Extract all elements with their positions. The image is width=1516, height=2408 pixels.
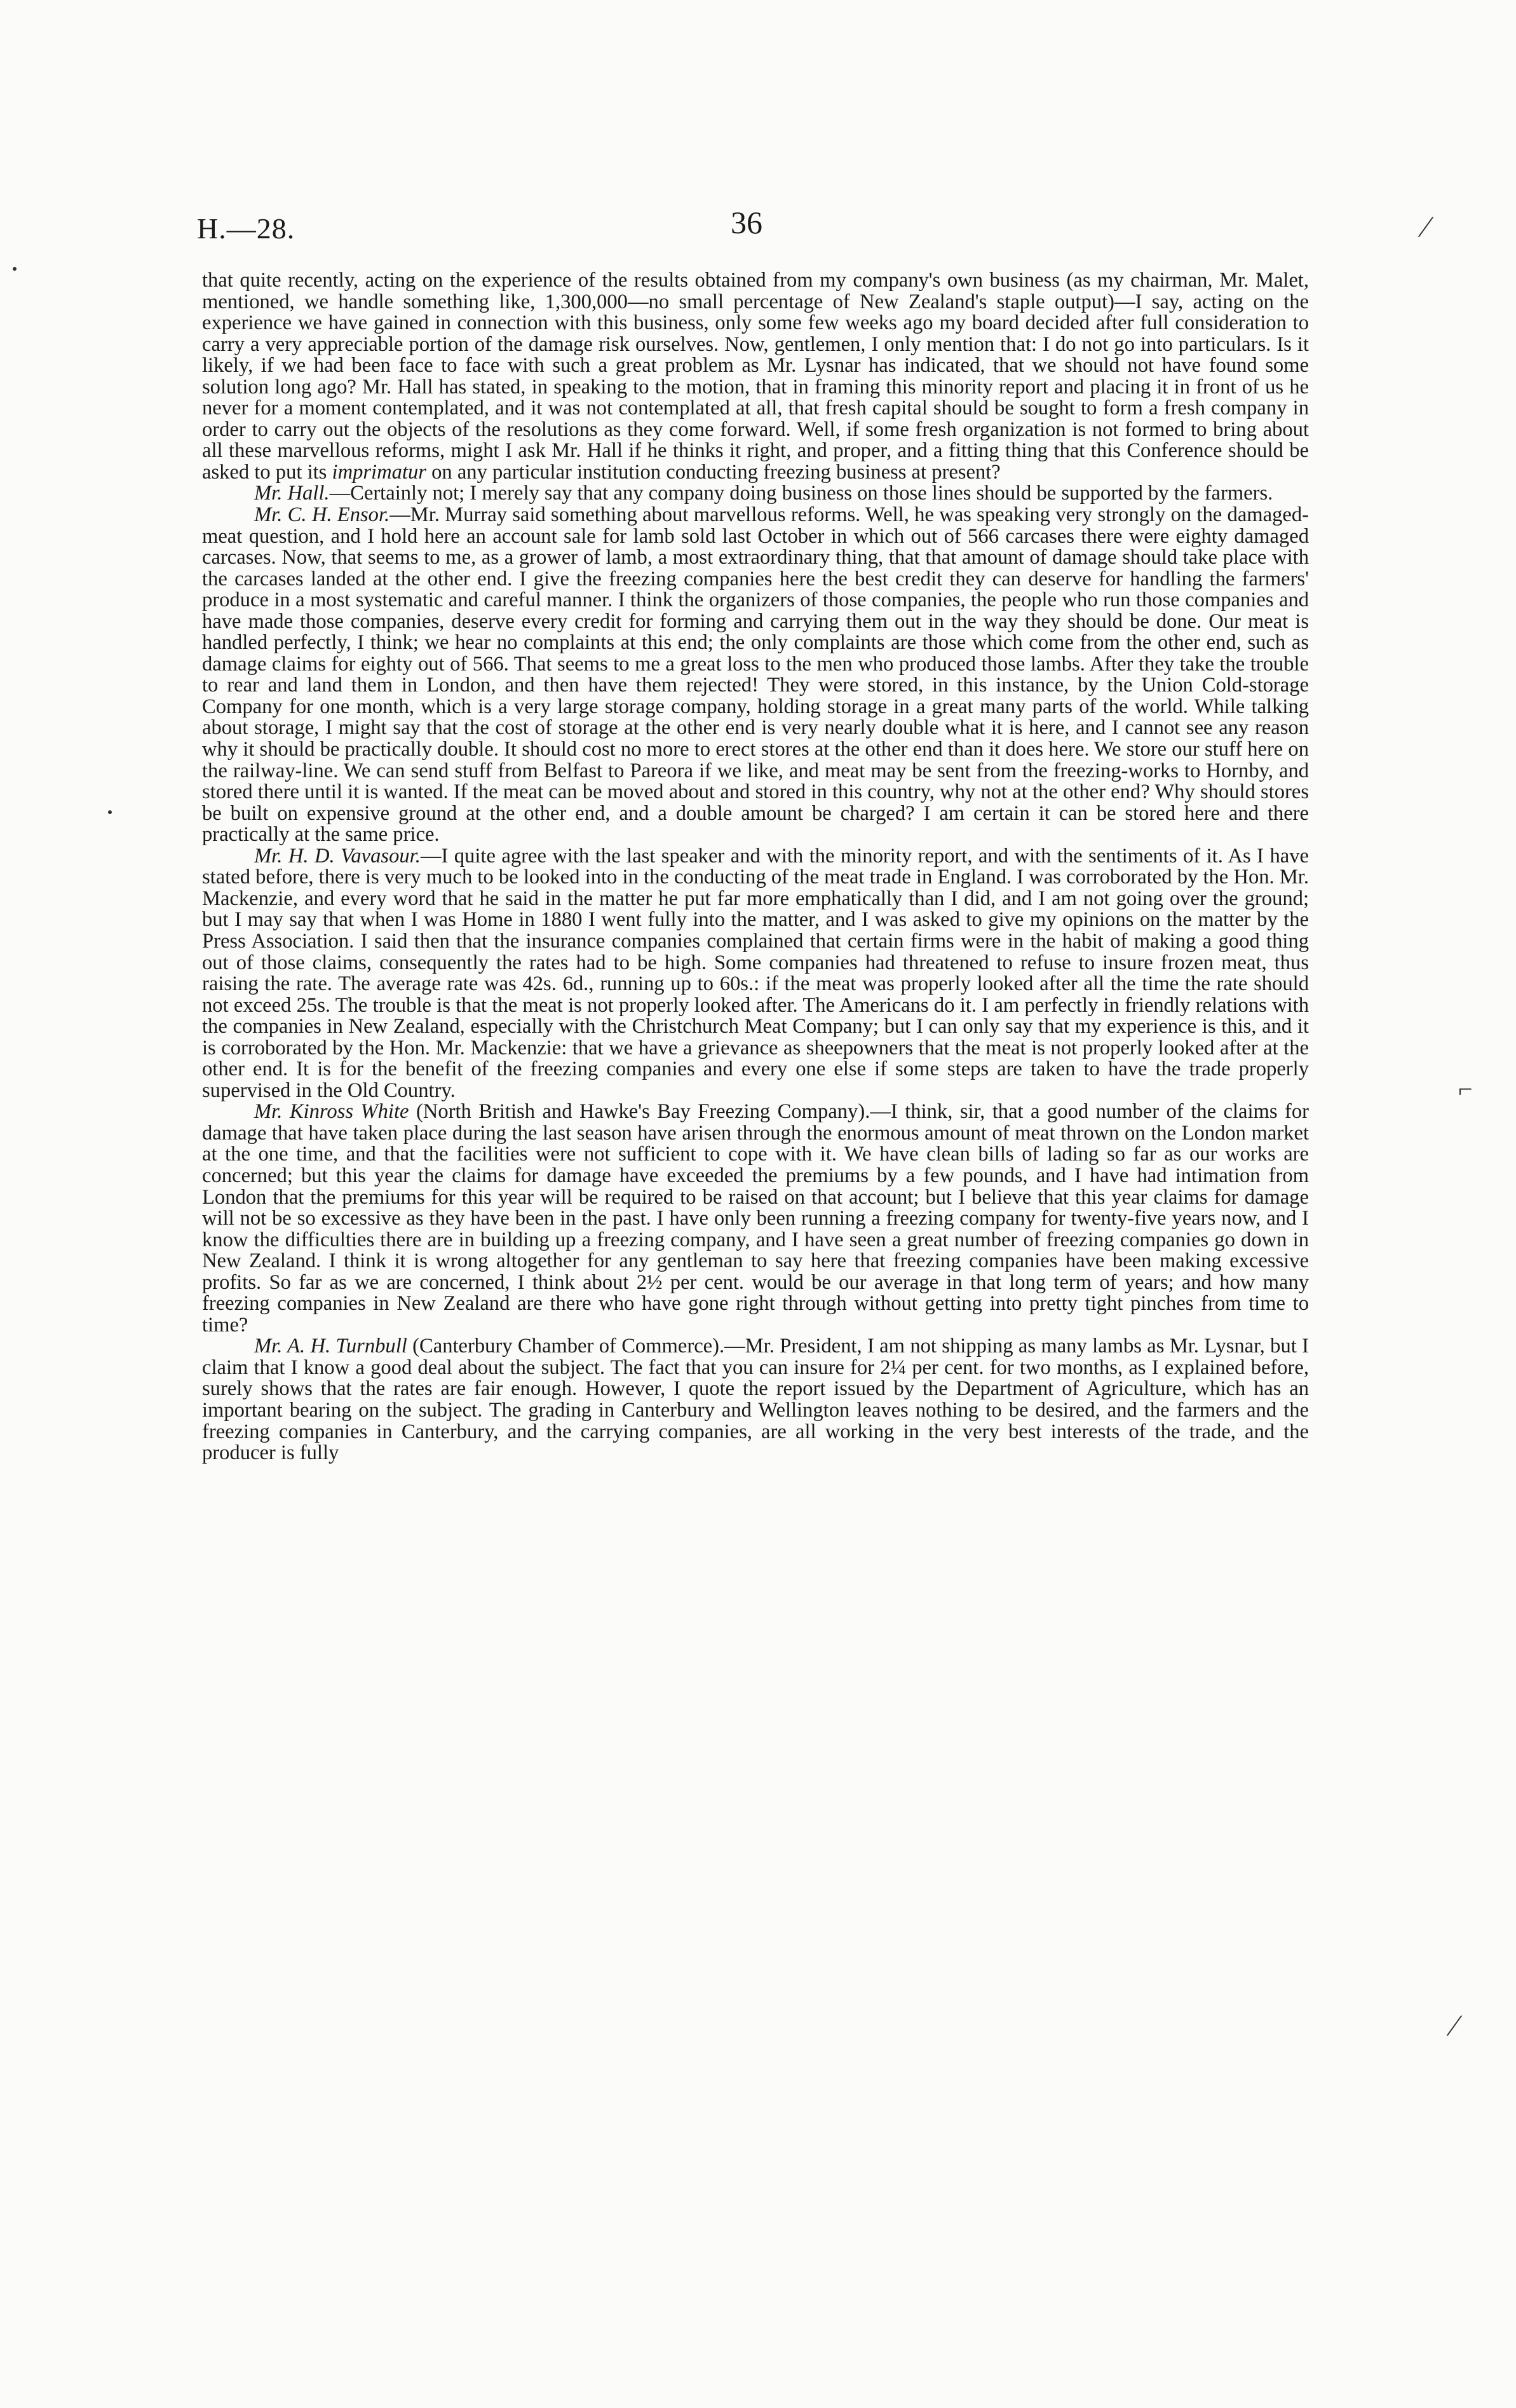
paragraph-vavasour bbox=[202, 846, 1309, 1102]
paragraph-text: —Certainly not; I merely say that any company doing business on those lines should be supported by the farmers. bbox=[329, 482, 1273, 505]
margin-mark-lower-right: ∕ bbox=[1452, 2009, 1458, 2043]
margin-mark-mid-right: ⌐ bbox=[1458, 1075, 1473, 1103]
document-reference: H.—28. bbox=[197, 212, 295, 245]
speaker-name: Mr. Hall. bbox=[254, 482, 330, 505]
speaker-name: Mr. A. H. Turnbull bbox=[254, 1335, 407, 1358]
body-text bbox=[202, 270, 1309, 1464]
paragraph-turnbull bbox=[202, 1336, 1309, 1464]
speaker-name: Mr. C. H. Ensor. bbox=[254, 503, 390, 527]
paragraph-text: (North British and Hawke's Bay Freezing Company).—I think, sir, that a good number of the claims for damage that have taken place during the last season have arisen through the enormous amount of meat thrown on the London market at the one time, and that the facilities were not sufficient to cope with it. We have clean bills of lading so far as our works are concerned; but this year the claims for damage have exceeded the premiums by a few pounds, and I have had intimation from London that the premiums for this year will be required to be raised on that account; but I believe that this year claims for damage will not be so excessive as they have been in the past. I have only been running a freezing company for twenty-five years now, and I know the difficulties there are in building up a freezing company, and I have seen a great number of freezing companies go down in New Zealand. I think it is wrong altogether for any gentleman to say here that freezing companies have been making excessive profits. So far as we are concerned, I think about 2½ per cent. would be our average in that long term of years; and how many freezing companies in New Zealand are there who have gone right through without getting into pretty tight pinches from time to time? bbox=[202, 1100, 1310, 1337]
speaker-name: Mr. H. D. Vavasour. bbox=[254, 844, 421, 867]
paragraph-ensor bbox=[202, 505, 1309, 846]
paragraph-text-end: on any particular institution conducting freezing business at present? bbox=[426, 460, 1001, 484]
paragraph-text: that quite recently, acting on the experience of the results obtained from my company's own business (as my chairman, Mr. Malet, mentioned, we handle something like, 1,300,000—no small percentage of New Zealand's staple output)—I say, acting on the experience we have gained in connection with this business, only some few weeks ago my board decided after full consideration to carry a very appreciable portion of the damage risk ourselves. Now, gentlemen, I only mention that: I do not go into particulars. Is it likely, if we had been face to face with such a great problem as Mr. Lysnar has indicated, that we should not have found some solution long ago? Mr. Hall has stated, in speaking to the motion, that in framing this minority report and placing it in front of us he never for a moment contemplated, and it was not contemplated at all, that fresh capital should be sought to form a fresh company in order to carry out the objects of the resolutions as they come forward. Well, if some fresh organization is not formed to bring about all these marvellous reforms, might I ask Mr. Hall if he thinks it right, and proper, and a fitting thing that this Conference should be asked to put its bbox=[202, 269, 1309, 484]
paragraph-hall bbox=[202, 483, 1309, 505]
page-header bbox=[197, 200, 1315, 251]
speaker-name: Mr. Kinross White bbox=[254, 1100, 409, 1124]
emphasis-word: imprimatur bbox=[332, 460, 426, 484]
page-number: 36 bbox=[731, 205, 762, 240]
paragraph-text: —Mr. Murray said something about marvellous reforms. Well, he was speaking very strongly on the damaged-meat question, and I hold here an account sale for lamb sold last October in which out of 566 carcases there were eighty damaged carcases. Now, that seems to me, as a grower of lamb, a most extraordinary thing, that that amount of damage should take place with the carcases landed at the other end. I give the freezing companies here the best credit they can deserve for handling the farmers' produce in a most systematic and careful manner. I think the organizers of those companies, the people who run those companies and have made those companies, deserve every credit for forming and carrying them out in the way they should be done. Our meat is handled perfectly, I think; we hear no complaints at this end; the only complaints are those which come from the other end, such as damage claims for eighty out of 566. That seems to me a great loss to the men who produced those lambs. After they take the trouble to rear and land them in London, and then have them rejected! They were stored, in this instance, by the Union Cold-storage Company for one month, which is a very large storage company, holding storage in a great many parts of the world. While talking about storage, I might say that the cost of storage at the other end is very nearly double what it is here, and I cannot see any reason why it should be practically double. It should cost no more to erect stores at the other end than it does here. We store our stuff here on the railway-line. We can send stuff from Belfast to Pareora if we like, and meat may be sent from the freezing-works to Hornby, and stored there until it is wanted. If the meat can be moved about and stored in this country, why not at the other end? Why should stores be built on expensive ground at the other end, and a double amount be charged? I am certain it can be stored here and there practically at the same price. bbox=[202, 503, 1309, 847]
margin-mark-top-right: ⁄ bbox=[1423, 210, 1429, 244]
margin-dot bbox=[13, 267, 17, 271]
paragraph-continuation bbox=[202, 270, 1309, 483]
margin-dot bbox=[108, 810, 112, 814]
paragraph-text: (Canterbury Chamber of Commerce).—Mr. President, I am not shipping as many lambs as Mr. Lysnar, but I claim that I know a good deal about the subject. The fact that you can insure for 2¼ per cent. for two months, as I explained before, surely shows that the rates are fair enough. However, I quote the report issued by the Department of Agriculture, which has an important bearing on the subject. The grading in Canterbury and Wellington leaves nothing to be desired, and the farmers and the freezing companies in Canterbury, and the carrying companies, are all working in the very best interests of the trade, and the producer is fully bbox=[202, 1335, 1309, 1465]
paragraph-white bbox=[202, 1101, 1309, 1336]
paragraph-text: —I quite agree with the last speaker and with the minority report, and with the sentiments of it. As I have stated before, there is very much to be looked into in the conducting of the meat trade in England. I was corroborated by the Hon. Mr. Mackenzie, and every word that he said in the matter he put far more emphatically than I did, and I am not going over the ground; but I may say that when I was Home in 1880 I went fully into the matter, and I was asked to give my opinions on the matter by the Press Association. I said then that the insurance companies complained that certain firms were in the habit of making a good thing out of those claims, consequently the rates had to be high. Some companies had threatened to refuse to insure frozen meat, thus raising the rate. The average rate was 42s. 6d., running up to 60s.: if the meat was properly looked after all the time the rate should not exceed 25s. The trouble is that the meat is not properly looked after. The Americans do it. I am perfectly in friendly relations with the companies in New Zealand, especially with the Christchurch Meat Company; but I can only say that my experience is this, and it is corroborated by the Hon. Mr. Mackenzie: that we have a grievance as sheepowners that the meat is not properly looked after at the other end. It is for the benefit of the freezing companies and every one else if some steps are taken to have the trade properly supervised in the Old Country. bbox=[202, 844, 1309, 1102]
